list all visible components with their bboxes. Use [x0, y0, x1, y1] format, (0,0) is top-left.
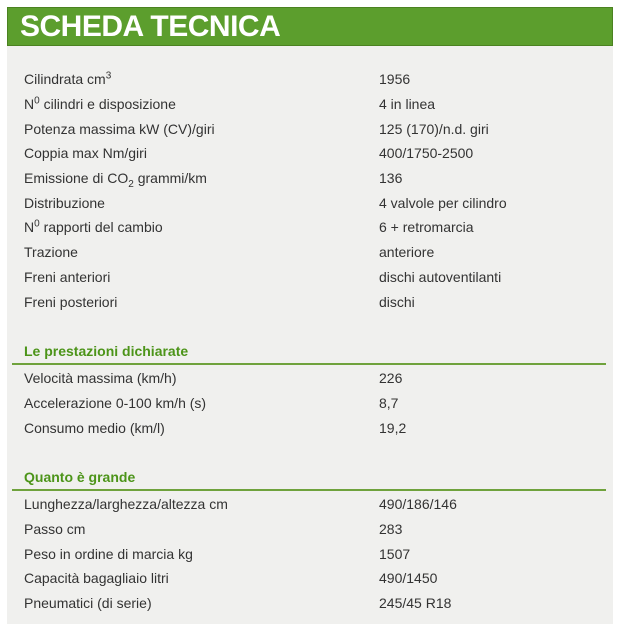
title-bar: [7, 7, 613, 46]
spec-value: dischi autoventilanti: [379, 268, 502, 285]
spec-value: anteriore: [379, 244, 435, 261]
spec-row: [7, 289, 613, 314]
spec-row: [7, 566, 613, 591]
section-heading: Le prestazioni dichiarate: [24, 342, 189, 359]
spec-label: $N^0$ rapporti del cambio: [24, 218, 163, 236]
spec-label: Cilindrata $cm^3$: [24, 70, 112, 88]
spec-section: [7, 469, 613, 615]
spec-row: [7, 541, 613, 566]
spec-row: [7, 116, 613, 141]
section-divider: [12, 489, 606, 491]
spec-value: 4 valvole per cilindro: [379, 194, 507, 211]
spec-value: 125 (170)/n.d. giri: [379, 120, 489, 137]
spec-value: 8,7: [379, 394, 399, 411]
spec-row: [7, 240, 613, 265]
subscript: 2: [128, 178, 134, 190]
spec-value: 19,2: [379, 419, 407, 436]
spec-row: [7, 366, 613, 391]
spec-label: Accelerazione 0-100 km/h (s): [24, 394, 207, 411]
spec-label: Pneumatici (di serie): [24, 595, 152, 612]
spec-value: dischi: [379, 293, 415, 310]
superscript: 0: [34, 218, 40, 230]
spec-row: [7, 166, 613, 191]
spec-row: [7, 391, 613, 416]
spec-value: 1956: [379, 71, 411, 88]
spec-row: [7, 190, 613, 215]
spec-label: Distribuzione: [24, 194, 105, 211]
spec-label: Emissione di $CO_2$ grammi/km: [24, 170, 207, 190]
spec-value: 4 in linea: [379, 96, 436, 113]
section-heading: Quanto è grande: [24, 468, 136, 485]
spec-value: 6 + retromarcia: [379, 219, 474, 236]
spec-value: 245/45 R18: [379, 595, 452, 612]
spec-value: 490/1450: [379, 570, 438, 587]
spec-row: [7, 415, 613, 440]
spec-label: Lunghezza/larghezza/altezza cm: [24, 496, 228, 513]
spec-row: [7, 215, 613, 240]
spec-row: [7, 67, 613, 92]
spec-row: [7, 517, 613, 542]
spec-row: [7, 92, 613, 117]
superscript: 0: [34, 95, 40, 107]
spec-section: [7, 67, 613, 314]
spec-label: Trazione: [24, 244, 78, 261]
spec-row: [7, 492, 613, 517]
spec-row: [7, 591, 613, 616]
spec-label: Freni posteriori: [24, 293, 118, 310]
spec-label: Passo cm: [24, 520, 86, 537]
spec-value: 490/186/146: [379, 496, 457, 513]
spec-label: Freni anteriori: [24, 268, 111, 285]
section-divider: [12, 363, 606, 365]
superscript: 3: [105, 70, 112, 82]
spec-row: [7, 265, 613, 290]
spec-value: 400/1750-2500: [379, 145, 474, 162]
spec-value: 283: [379, 520, 403, 537]
spec-sheet: [7, 7, 613, 624]
spec-value: 136: [379, 170, 403, 187]
page-title: SCHEDA TECNICA: [20, 9, 281, 43]
spec-row: [7, 141, 613, 166]
spec-section: [7, 343, 613, 440]
spec-label: Consumo medio (km/l): [24, 419, 165, 436]
spec-label: $N^0$ cilindri e disposizione: [24, 95, 176, 113]
spec-label: Potenza massima kW (CV)/giri: [24, 120, 215, 137]
spec-value: 226: [379, 370, 403, 387]
spec-label: Coppia max Nm/giri: [24, 145, 147, 162]
spec-label: Capacità bagagliaio litri: [24, 570, 169, 587]
spec-content: [7, 46, 613, 624]
spec-value: 1507: [379, 545, 411, 562]
spec-label: Peso in ordine di marcia kg: [24, 545, 193, 562]
spec-label: Velocità massima (km/h): [24, 370, 177, 387]
